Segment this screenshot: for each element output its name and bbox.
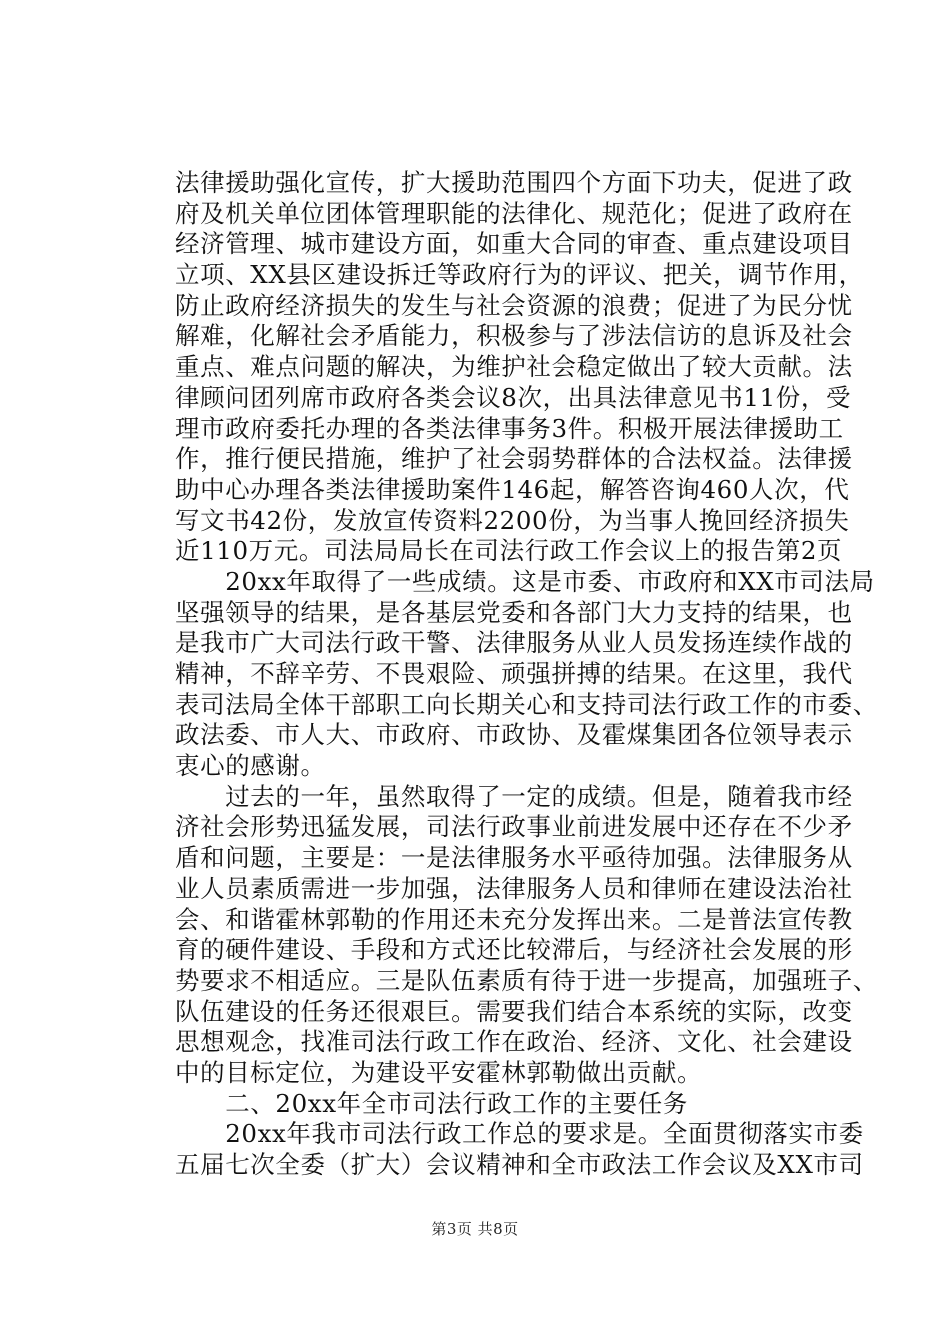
text-line: 济社会形势迅猛发展，司法行政事业前进发展中还存在不少矛 [175, 812, 853, 842]
text-line: 理市政府委托办理的各类法律事务3件。积极开展法律援助工 [175, 413, 844, 443]
text-line: 衷心的感谢。 [175, 751, 326, 781]
text-line: 中的目标定位，为建设平安霍林郭勒做出贡献。 [175, 1057, 703, 1087]
text-line: 写文书42份，发放宣传资料2200份，为当事人挽回经济损失 [175, 505, 850, 535]
text-line: 20xx年我市司法行政工作总的要求是。全面贯彻落实市委 [175, 1119, 864, 1149]
text-line: 会、和谐霍林郭勒的作用还未充分发挥出来。二是普法宣传教 [175, 904, 853, 934]
text-line: 育的硬件建设、手段和方式还比较滞后，与经济社会发展的形 [175, 935, 853, 965]
text-line: 坚强领导的结果，是各基层党委和各部门大力支持的结果，也 [175, 597, 853, 627]
text-line: 过去的一年，虽然取得了一定的成绩。但是，随着我市经 [175, 781, 853, 811]
text-line: 队伍建设的任务还很艰巨。需要我们结合本系统的实际，改变 [175, 996, 853, 1026]
text-line: 重点、难点问题的解决，为维护社会稳定做出了较大贡献。法 [175, 352, 853, 382]
text-line: 解难，化解社会矛盾能力，积极参与了涉法信访的息诉及社会 [175, 321, 853, 351]
text-line: 二、20xx年全市司法行政工作的主要任务 [175, 1088, 689, 1118]
text-line: 政法委、市人大、市政府、市政协、及霍煤集团各位领导表示 [175, 720, 853, 750]
text-line: 经济管理、城市建设方面，如重大合同的审查、重点建设项目 [175, 229, 853, 259]
text-line: 防止政府经济损失的发生与社会资源的浪费；促进了为民分忧 [175, 290, 853, 320]
text-line: 是我市广大司法行政干警、法律服务从业人员发扬连续作战的 [175, 628, 853, 658]
text-line: 业人员素质需进一步加强，法律服务人员和律师在建设法治社 [175, 873, 853, 903]
page-number-label: 第3页 共8页 [431, 1220, 519, 1238]
text-line: 法律援助强化宣传，扩大援助范围四个方面下功夫，促进了政 [175, 168, 853, 197]
page-footer [0, 1218, 950, 1239]
text-line: 助中心办理各类法律援助案件146起，解答咨询460人次，代 [175, 474, 850, 504]
text-line: 作，推行便民措施，维护了社会弱势群体的合法权益。法律援 [175, 444, 853, 474]
text-line: 五届七次全委（扩大）会议精神和全市政法工作会议及XX市司 [175, 1150, 864, 1179]
text-line: 盾和问题，主要是：一是法律服务水平亟待加强。法律服务从 [175, 843, 853, 873]
text-line: 近110万元。司法局局长在司法行政工作会议上的报告第2页 [175, 536, 843, 566]
text-line: 势要求不相适应。三是队伍素质有待于进一步提高，加强班子、 [175, 965, 878, 995]
text-line: 思想观念，找准司法行政工作在政治、经济、文化、社会建设 [175, 1027, 853, 1057]
text-line: 立项、XX县区建设拆迁等政府行为的评议、把关，调节作用， [175, 260, 864, 290]
text-line: 律顾问团列席市政府各类会议8次，出具法律意见书11份，受 [175, 382, 852, 412]
text-line: 20xx年取得了一些成绩。这是市委、市政府和XX市司法局 [175, 566, 875, 596]
text-line: 府及机关单位团体管理职能的法律化、规范化；促进了政府在 [175, 198, 853, 228]
text-line: 精神，不辞辛劳、不畏艰险、顽强拼搏的结果。在这里，我代 [175, 659, 853, 688]
body-text [175, 168, 878, 1181]
text-line: 表司法局全体干部职工向长期关心和支持司法行政工作的市委、 [175, 689, 878, 719]
